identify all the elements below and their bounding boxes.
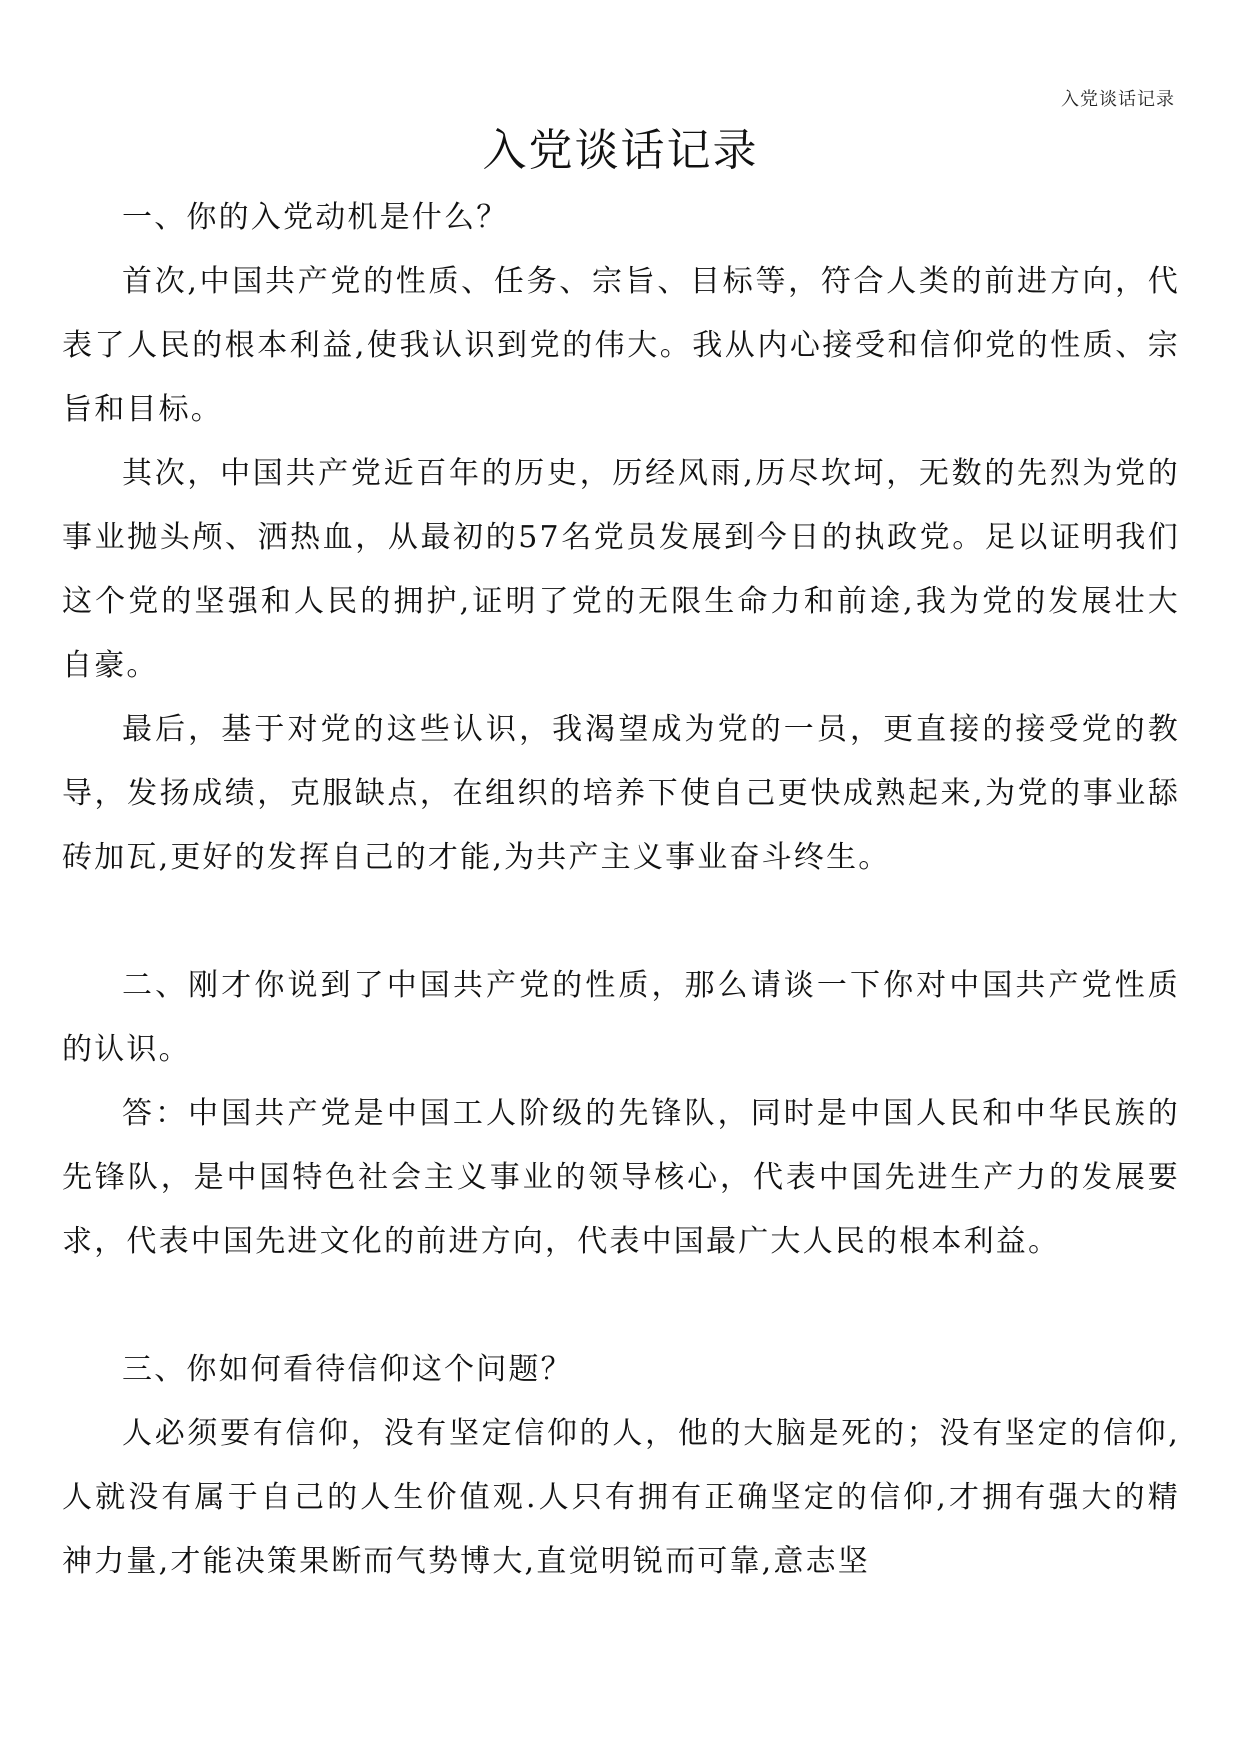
document-title: 入党谈话记录 xyxy=(482,125,759,176)
section-spacer xyxy=(62,1274,1180,1338)
answer-1-paragraph-2: 其次，中国共产党近百年的历史，历经风雨,历尽坎坷，无数的先烈为党的事业抛头颅、洒热血，从最初的57名党员发展到今日的执政党。足以证明我们这个党的坚强和人民的拥护,证明了党的无限生命力和前途,我为党的发展壮大自豪。 xyxy=(62,456,1180,683)
answer-2-paragraph-1: 答：中国共产党是中国工人阶级的先锋队，同时是中国人民和中华民族的先锋队，是中国特色社会主义事业的领导核心，代表中国先进生产力的发展要求，代表中国先进文化的前进方向，代表中国最广大人民的根本利益。 xyxy=(62,1096,1180,1259)
answer-1-paragraph-1: 首次,中国共产党的性质、任务、宗旨、目标等，符合人类的前进方向，代表了人民的根本利益,使我认识到党的伟大。我从内心接受和信仰党的性质、宗旨和目标。 xyxy=(62,264,1180,427)
section-spacer xyxy=(62,890,1180,954)
answer-1-paragraph-3: 最后，基于对党的这些认识，我渴望成为党的一员，更直接的接受党的教导，发扬成绩，克服缺点，在组织的培养下使自己更快成熟起来,为党的事业舔砖加瓦,更好的发挥自己的才能,为共产主义事业奋斗终生。 xyxy=(62,712,1180,875)
question-1: 一、你的入党动机是什么？ xyxy=(122,200,509,235)
question-2: 二、刚才你说到了中国共产党的性质，那么请谈一下你对中国共产党性质的认识。 xyxy=(62,968,1180,1067)
document-body xyxy=(62,186,1180,1594)
answer-3-paragraph-1: 人必须要有信仰，没有坚定信仰的人，他的大脑是死的；没有坚定的信仰,人就没有属于自己的人生价值观.人只有拥有正确坚定的信仰,才拥有强大的精神力量,才能决策果断而气势博大,直觉明锐而可靠,意志坚 xyxy=(62,1416,1180,1579)
question-3: 三、你如何看待信仰这个问题？ xyxy=(122,1352,573,1387)
running-header: 入党谈话记录 xyxy=(1061,89,1175,110)
